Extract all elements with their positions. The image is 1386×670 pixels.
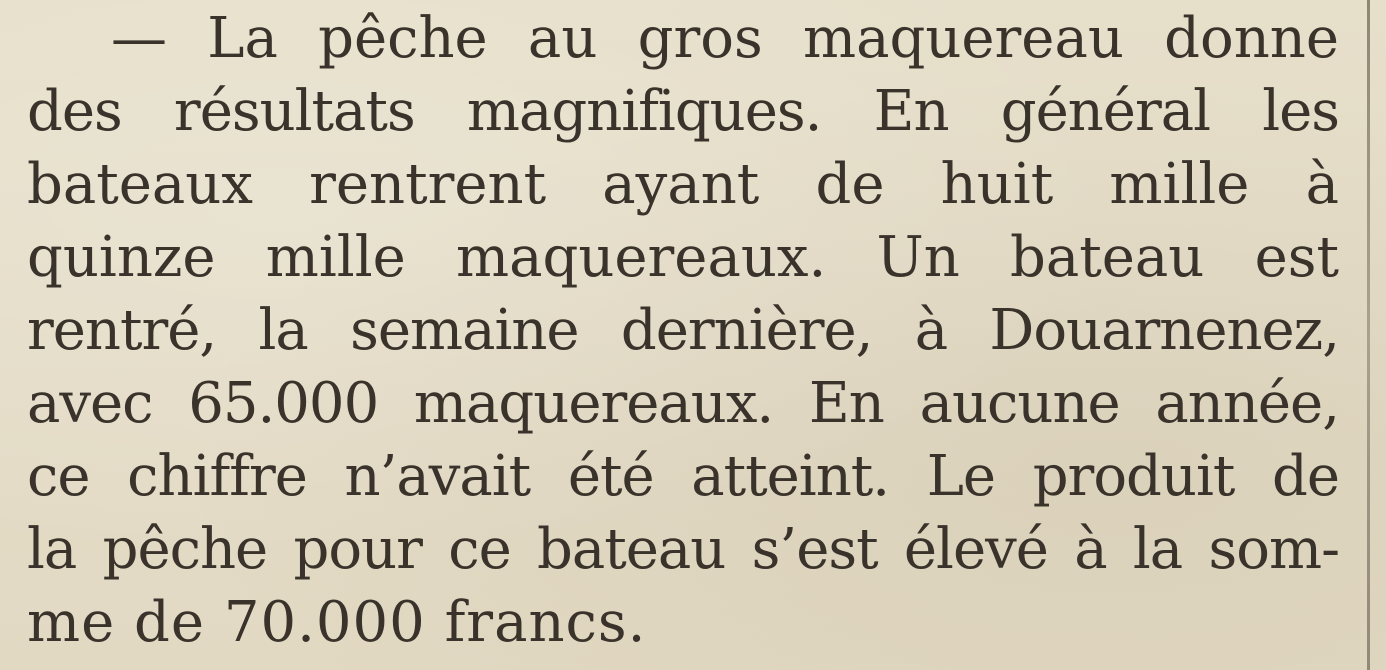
- text-line: des résultats magnifiques. En général les: [27, 79, 1339, 144]
- text-line: avec 65.000 maquereaux. En aucune année,: [27, 371, 1339, 436]
- text-line: rentré, la semaine dernière, à Douarnenez,: [27, 298, 1339, 363]
- text-line: quinze mille maquereaux. Un bateau est: [27, 225, 1339, 290]
- text-line: bateaux rentrent ayant de huit mille à: [27, 152, 1339, 217]
- column-divider: [1367, 0, 1370, 670]
- text-line: la pêche pour ce bateau s’est élevé à la som-: [27, 517, 1339, 582]
- text-line: — La pêche au gros maquereau donne: [111, 6, 1339, 71]
- text-line: me de 70.000 francs.: [27, 590, 647, 655]
- text-line: ce chiffre n’avait été atteint. Le produit de: [27, 444, 1339, 509]
- article-text: [27, 2, 1339, 659]
